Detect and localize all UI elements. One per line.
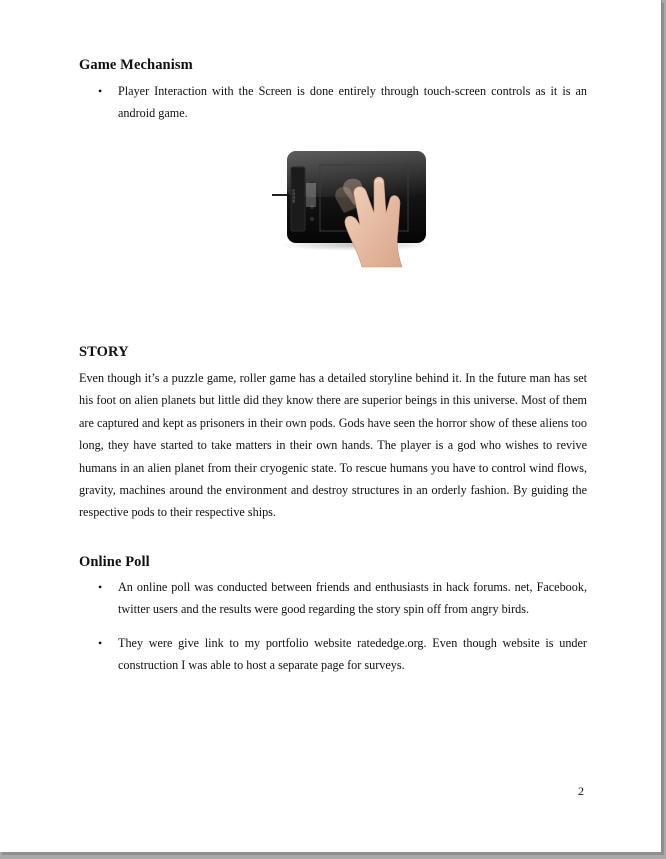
bullet-icon: • — [98, 635, 103, 650]
section-heading-online-poll: Online Poll — [79, 554, 150, 570]
game-mechanism-list — [79, 80, 587, 125]
bullet-icon: • — [98, 580, 103, 594]
list-item-text: Player Interaction with the Screen is done entirely through touch-screen controls as it is an android game. — [118, 84, 587, 121]
tablet-illustration — [270, 143, 430, 269]
online-poll-list — [79, 576, 587, 676]
list-item — [79, 632, 587, 677]
list-item — [79, 576, 587, 621]
svg-text:wacom: wacom — [291, 188, 296, 203]
section-heading-story: STORY — [79, 344, 129, 360]
page-number: 2 — [578, 784, 584, 798]
list-item-text: An online poll was conducted between friends and enthusiasts in hack forums. net, Facebook, twitter users and the results were good regarding the story spin off from angry birds. — [118, 580, 587, 617]
touch-tablet-image — [270, 143, 430, 269]
story-paragraph: Even though it’s a puzzle game, roller game has a detailed storyline behind it. In the future man has set his foot on alien planets but little did they know there are superior beings in this universe. Most of them are captured and kept as prisoners in their own pods. Gods have seen the horror show of these aliens too long, they have started to take matters in their own hands. The player is a god who wishes to revive humans in an alien planet from their cryogenic state. To rescue humans you have to control wind flows, gravity, machines around the environment and destroy structures in an orderly fashion. By guiding the respective pods to their respective ships. — [79, 371, 587, 520]
list-item — [79, 80, 587, 125]
section-heading-game-mechanism: Game Mechanism — [79, 57, 193, 73]
list-item-text: They were give link to my portfolio website ratededge.org. Even though website is under construction I was able to host a separate page for surveys. — [118, 635, 587, 672]
bullet-icon: • — [98, 84, 103, 98]
